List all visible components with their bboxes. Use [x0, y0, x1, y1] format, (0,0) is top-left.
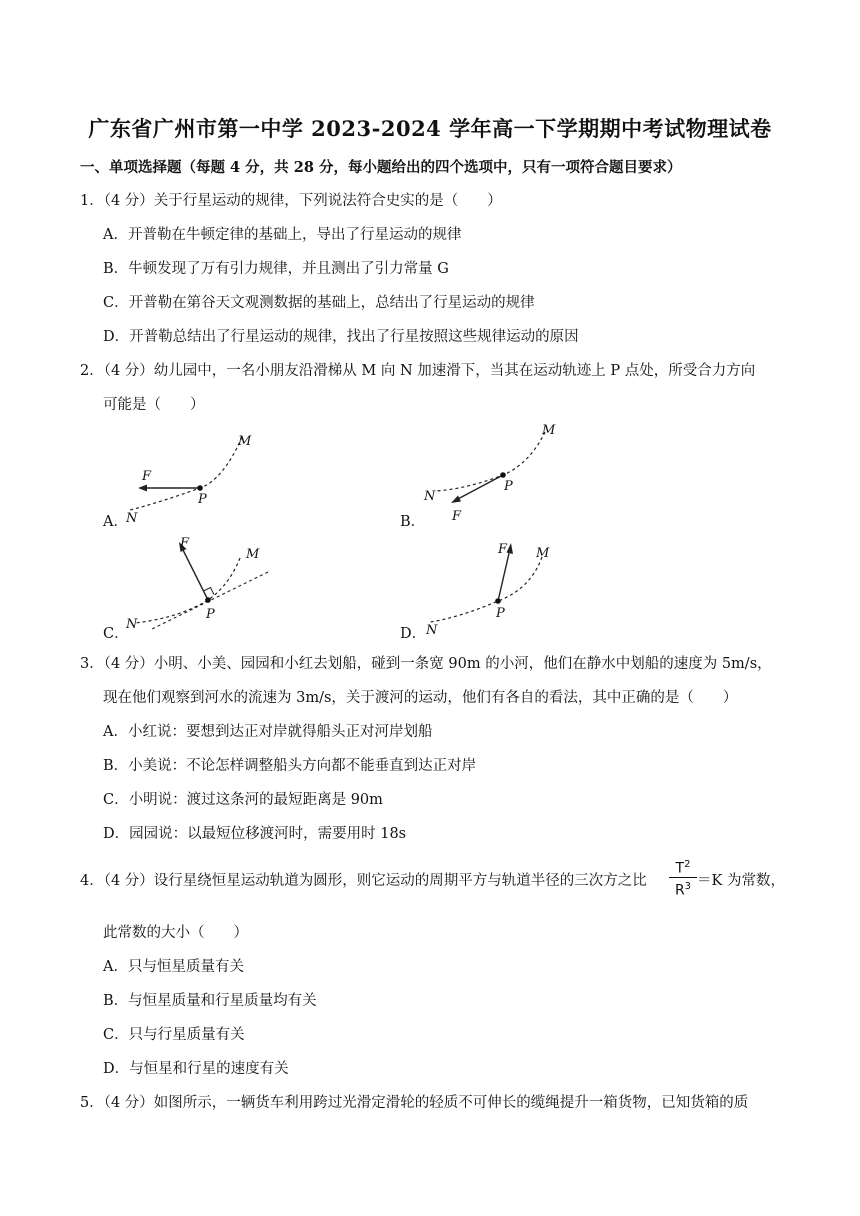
- label-m: M: [238, 434, 252, 449]
- label-f: F: [142, 469, 152, 484]
- arrowhead: [138, 485, 147, 492]
- question-1-option-c: C．开普勒在第谷天文观测数据的基础上，总结出了行星运动的规律: [103, 295, 535, 311]
- question-2-stem-line1: 2．（4 分）幼儿园中，一名小朋友沿滑梯从 M 向 N 加速滑下，当其在运动轨迹上 P 点处，所受合力方向: [80, 363, 756, 379]
- question-4-option-c: C．只与行星质量有关: [103, 1027, 245, 1043]
- diagram-c-label: C．: [103, 626, 129, 642]
- diagram-a-label: A．: [103, 514, 128, 530]
- diagram-b-svg: [420, 418, 570, 526]
- question-4-stem-line1: 4．（4 分）设行星绕恒星运动轨道为圆形，则它运动的周期平方与轨道半径的三次方之比: [80, 873, 647, 889]
- question-3-stem-line1: 3．（4 分）小明、小美、园园和小红去划船，碰到一条宽 90m 的小河，他们在静水中划船的速度为 5m/s，: [80, 656, 772, 672]
- question-4-stem-after-fraction: ＝K 为常数，: [697, 873, 785, 889]
- label-n: N: [426, 623, 438, 638]
- question-4-option-b: B．与恒星质量和行星质量均有关: [103, 993, 317, 1009]
- question-1-option-d: D．开普勒总结出了行星运动的规律，找出了行星按照这些规律运动的原因: [103, 329, 579, 345]
- question-1-option-a: A．开普勒在牛顿定律的基础上，导出了行星运动的规律: [103, 227, 462, 243]
- point-p: [500, 472, 506, 478]
- question-1-option-b: B．牛顿发现了万有引力规律，并且测出了引力常量 G: [103, 261, 449, 277]
- diagram-b-label: B．: [400, 514, 426, 530]
- arrowhead: [451, 496, 461, 504]
- label-p: P: [504, 479, 513, 494]
- label-m: M: [542, 423, 556, 438]
- label-n: N: [126, 511, 138, 525]
- label-f: F: [180, 536, 190, 551]
- fraction-numerator: $T^2$: [669, 857, 697, 878]
- diagram-d-label: D．: [400, 626, 427, 642]
- question-4-stem-line2: 此常数的大小（ ）: [103, 925, 248, 941]
- point-p: [495, 598, 501, 604]
- page-title: 广东省广州市第一中学 2023-2024 学年高一下学期期中考试物理试卷: [88, 116, 772, 141]
- diagram-c: [120, 530, 275, 640]
- question-4-option-d: D．与恒星和行星的速度有关: [103, 1061, 289, 1077]
- question-3-option-a: A．小红说：要想到达正对岸就得船头正对河岸划船: [103, 724, 433, 740]
- trajectory-curve: [135, 558, 240, 623]
- label-n: N: [126, 617, 138, 632]
- label-f: F: [498, 542, 508, 557]
- diagram-b: [420, 418, 570, 526]
- diagram-c-svg: [120, 530, 275, 640]
- section-heading: 一、单项选择题（每题 4 分，共 28 分，每小题给出的四个选项中，只有一项符合题目要求）: [80, 159, 682, 176]
- diagram-a: [120, 425, 260, 525]
- label-p: P: [206, 607, 215, 622]
- question-3-option-d: D．园园说：以最短位移渡河时，需要用时 18s: [103, 826, 407, 842]
- fraction-t2-over-r3: [669, 857, 697, 899]
- question-3-option-b: B．小美说：不论怎样调整船头方向都不能垂直到达正对岸: [103, 758, 477, 774]
- arrowhead: [507, 543, 514, 554]
- label-f: F: [452, 509, 462, 524]
- question-5-stem-line1: 5．（4 分）如图所示，一辆货车利用跨过光滑定滑轮的轻质不可伸长的缆绳提升一箱货物，已知货箱的质: [80, 1095, 749, 1111]
- point-p: [205, 597, 211, 603]
- label-p: P: [198, 492, 207, 507]
- diagram-a-svg: [120, 425, 260, 525]
- label-m: M: [536, 546, 550, 561]
- fraction-denominator: $R^3$: [674, 880, 692, 899]
- diagram-d: [420, 535, 560, 640]
- point-p: [197, 485, 203, 491]
- question-3-stem-line2: 现在他们观察到河水的流速为 3m/s，关于渡河的运动，他们有各自的看法，其中正确的是（ ）: [103, 690, 738, 706]
- label-n: N: [424, 489, 436, 504]
- question-1-stem: 1．（4 分）关于行星运动的规律，下列说法符合史实的是（ ）: [80, 193, 502, 209]
- question-3-option-c: C．小明说：渡过这条河的最短距离是 90m: [103, 792, 383, 808]
- force-arrow: [182, 548, 208, 600]
- label-m: M: [246, 547, 260, 562]
- question-4-option-a: A．只与恒星质量有关: [103, 959, 244, 975]
- trajectory-curve: [430, 557, 542, 622]
- question-2-stem-line2: 可能是（ ）: [103, 397, 205, 413]
- diagram-d-svg: [420, 535, 560, 640]
- label-p: P: [496, 606, 505, 621]
